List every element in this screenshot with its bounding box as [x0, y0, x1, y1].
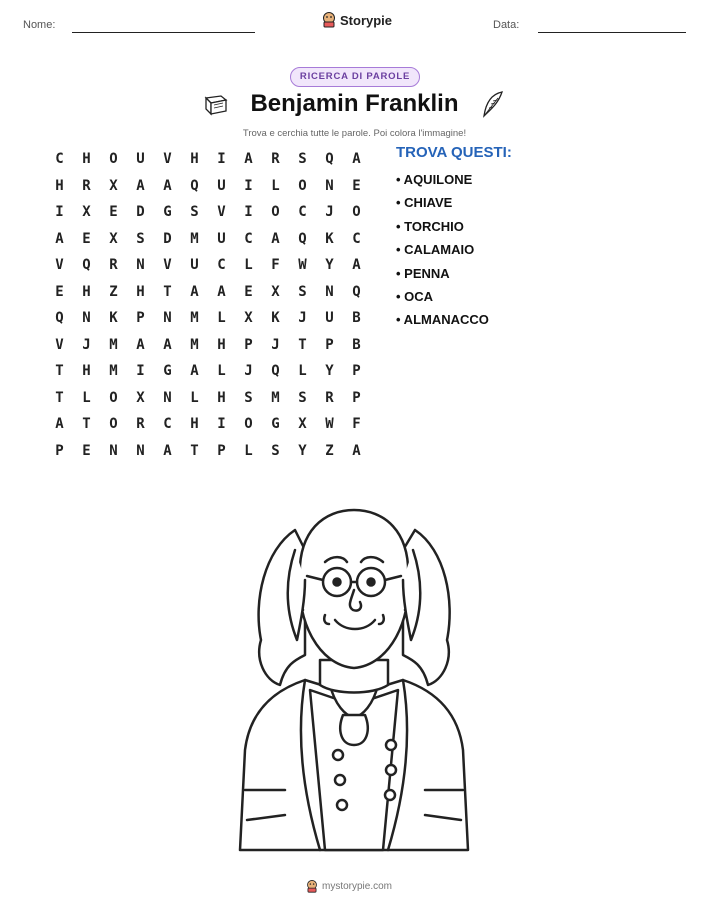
grid-cell[interactable]: X [271, 283, 280, 300]
grid-cell[interactable]: T [163, 283, 172, 300]
grid-cell[interactable]: L [244, 257, 253, 273]
footer [306, 880, 392, 893]
grid-cell[interactable]: A [55, 416, 64, 432]
grid-cell[interactable]: C [352, 230, 361, 247]
grid-cell[interactable]: A [244, 151, 253, 167]
grid-cell[interactable]: M [190, 336, 199, 353]
word-item: • OCA [396, 288, 434, 304]
grid-cell[interactable]: Z [109, 283, 118, 300]
grid-cell[interactable]: R [136, 416, 145, 432]
grid-cell[interactable]: T [55, 363, 64, 379]
grid-cell[interactable]: R [325, 389, 334, 406]
date-label: Data: [493, 19, 520, 31]
grid-cell[interactable]: C [55, 151, 64, 167]
grid-cell[interactable]: T [298, 336, 307, 353]
grid-cell[interactable]: S [298, 389, 307, 406]
grid-cell[interactable]: K [271, 310, 280, 326]
grid-cell[interactable]: X [244, 310, 253, 326]
word-item: • AQUILONE [396, 172, 473, 187]
grid-cell[interactable]: S [271, 442, 280, 459]
grid-cell[interactable]: C [244, 230, 253, 247]
grid-cell[interactable]: H [190, 416, 199, 432]
grid-cell[interactable]: A [163, 336, 172, 353]
grid-cell[interactable]: N [82, 310, 91, 326]
grid-cell[interactable]: P [325, 336, 334, 353]
grid-cell[interactable]: K [325, 230, 334, 247]
grid-cell[interactable]: M [271, 389, 280, 406]
grid-cell[interactable]: P [352, 389, 361, 406]
grid-cell[interactable]: A [190, 363, 199, 379]
grid-cell[interactable]: Q [271, 363, 280, 379]
grid-cell[interactable]: A [352, 257, 361, 273]
grid-cell[interactable]: G [163, 363, 172, 379]
grid-cell[interactable]: C [217, 257, 226, 273]
grid-cell[interactable]: W [298, 257, 307, 273]
grid-cell[interactable]: H [217, 389, 226, 406]
grid-cell[interactable]: L [244, 442, 253, 459]
grid-cell[interactable]: E [109, 204, 118, 220]
grid-cell[interactable]: U [217, 230, 226, 247]
grid-cell[interactable]: E [82, 442, 91, 459]
grid-cell[interactable]: T [55, 389, 64, 406]
grid-cell[interactable]: I [244, 204, 253, 220]
grid-cell[interactable]: N [163, 310, 172, 326]
grid-cell[interactable]: L [217, 363, 226, 379]
grid-cell[interactable]: H [190, 151, 199, 167]
grid-cell[interactable]: J [325, 204, 334, 220]
grid-cell[interactable]: E [244, 283, 253, 300]
grid-cell[interactable]: Y [298, 442, 307, 459]
grid-cell[interactable]: P [55, 442, 64, 459]
grid-cell[interactable]: X [109, 230, 118, 247]
grid-cell[interactable]: Q [298, 230, 307, 247]
grid-cell[interactable]: M [190, 230, 199, 247]
date-line [538, 32, 686, 33]
grid-cell[interactable]: Q [352, 283, 361, 300]
grid-cell[interactable]: Z [325, 442, 334, 459]
grid-cell[interactable]: L [190, 389, 199, 406]
grid-cell[interactable]: K [109, 310, 118, 326]
grid-cell[interactable]: O [271, 204, 280, 220]
word-item: • CHIAVE [396, 195, 453, 211]
grid-cell[interactable]: S [298, 151, 307, 167]
grid-cell[interactable]: J [298, 310, 307, 326]
grid-cell[interactable]: H [82, 283, 91, 300]
grid-cell[interactable]: P [352, 363, 361, 379]
grid-cell[interactable]: E [82, 230, 91, 247]
grid-cell[interactable]: J [244, 363, 253, 379]
grid-cell[interactable]: F [271, 257, 280, 273]
grid-cell[interactable]: P [136, 310, 145, 326]
grid-cell[interactable]: Y [325, 257, 334, 273]
grid-cell[interactable]: N [136, 442, 145, 459]
grid-cell[interactable]: S [298, 283, 307, 300]
grid-cell[interactable]: X [298, 416, 307, 432]
brand-name: Storypie [340, 12, 393, 28]
grid-cell[interactable]: L [298, 363, 307, 379]
grid-cell[interactable]: H [217, 336, 226, 353]
grid-cell[interactable]: L [271, 177, 280, 194]
grid-cell[interactable]: H [136, 283, 145, 300]
grid-cell[interactable]: I [217, 151, 226, 167]
grid-cell[interactable]: L [82, 389, 91, 406]
grid-cell[interactable]: N [163, 389, 172, 406]
grid-cell[interactable]: X [109, 177, 118, 194]
grid-cell[interactable]: E [352, 177, 361, 194]
grid-cell[interactable]: N [109, 442, 118, 459]
grid-cell[interactable]: N [325, 177, 334, 194]
grid-cell[interactable]: J [82, 336, 91, 353]
storypie-logo-icon [306, 880, 318, 893]
benjamin-franklin-illustration [225, 490, 485, 855]
grid-cell[interactable]: A [163, 442, 172, 459]
grid-cell[interactable]: D [136, 204, 145, 220]
grid-cell[interactable]: Q [55, 310, 64, 326]
grid-cell[interactable]: H [55, 177, 64, 194]
grid-cell[interactable]: P [217, 442, 226, 459]
grid-cell[interactable]: U [325, 310, 334, 326]
grid-cell[interactable]: S [136, 230, 145, 247]
instructions: Trova e cerchia tutte le parole. Poi colora l'immagine! [242, 128, 467, 139]
grid-cell[interactable]: O [298, 177, 307, 194]
storypie-logo-icon [322, 12, 336, 28]
name-line [72, 32, 255, 33]
grid-cell[interactable]: G [163, 204, 172, 220]
grid-cell[interactable]: V [55, 336, 64, 353]
brand [322, 12, 392, 28]
grid-cell[interactable]: I [244, 177, 253, 194]
grid-cell[interactable]: A [352, 151, 361, 167]
grid-cell[interactable]: I [136, 363, 145, 379]
grid-cell[interactable]: V [55, 257, 64, 273]
grid-cell[interactable]: M [190, 310, 199, 326]
grid-cell[interactable]: N [136, 257, 145, 273]
name-label: Nome: [23, 19, 56, 31]
grid-cell[interactable]: U [136, 151, 145, 167]
grid-cell[interactable]: A [136, 177, 145, 194]
grid-cell[interactable]: I [55, 204, 64, 220]
word-item: • PENNA [396, 265, 450, 281]
grid-cell[interactable]: R [82, 177, 91, 194]
grid-cell[interactable]: S [190, 204, 199, 220]
grid-cell[interactable]: V [163, 151, 172, 167]
grid-cell[interactable]: D [163, 230, 172, 247]
grid-cell[interactable]: A [163, 177, 172, 194]
grid-cell[interactable]: O [109, 416, 118, 432]
grid-cell[interactable]: V [163, 257, 172, 273]
grid-cell[interactable]: J [271, 336, 280, 353]
grid-cell[interactable]: M [109, 336, 118, 353]
grid-cell[interactable]: Y [325, 363, 334, 379]
grid-cell[interactable]: A [217, 283, 226, 300]
grid-cell[interactable]: P [244, 336, 253, 353]
quill-icon [480, 90, 506, 120]
grid-cell[interactable]: C [298, 204, 307, 220]
grid-cell[interactable]: E [55, 283, 64, 300]
grid-cell[interactable]: U [217, 177, 226, 194]
grid-cell[interactable]: A [271, 230, 280, 247]
word-item: • ALMANACCO [396, 312, 489, 328]
grid-cell[interactable]: C [163, 416, 172, 432]
word-item: • CALAMAIO [396, 242, 475, 258]
word-search-grid [46, 146, 370, 464]
grid-cell[interactable]: M [109, 363, 118, 379]
grid-cell[interactable]: A [352, 442, 361, 459]
grid-cell[interactable]: S [244, 389, 253, 406]
grid-cell[interactable]: A [55, 230, 64, 247]
grid-cell[interactable]: O [244, 416, 253, 432]
grid-cell[interactable]: B [352, 336, 361, 353]
grid-cell[interactable]: G [271, 416, 280, 432]
grid-cell[interactable]: Q [190, 177, 199, 194]
grid-cell[interactable]: V [217, 204, 226, 220]
grid-cell[interactable]: R [271, 151, 280, 167]
grid-cell[interactable]: W [325, 416, 334, 432]
grid-cell[interactable]: R [109, 257, 118, 273]
grid-cell[interactable]: F [352, 416, 361, 432]
grid-cell[interactable]: A [190, 283, 199, 300]
grid-cell[interactable]: L [217, 310, 226, 326]
grid-cell[interactable]: T [82, 416, 91, 432]
word-list-title: TROVA QUESTI: [396, 144, 512, 161]
grid-cell[interactable]: O [109, 389, 118, 406]
word-item: • TORCHIO [396, 218, 464, 234]
grid-cell[interactable]: B [352, 310, 361, 326]
grid-cell[interactable]: O [109, 151, 118, 167]
word-list [396, 170, 489, 334]
grid-cell[interactable]: I [217, 416, 226, 432]
grid-cell[interactable]: Q [325, 151, 334, 167]
grid-cell[interactable]: X [82, 204, 91, 220]
footer-url: mystorypie.com [322, 881, 393, 892]
grid-cell[interactable]: H [82, 151, 91, 167]
grid-cell[interactable]: H [82, 363, 91, 379]
grid-cell[interactable]: Q [82, 257, 91, 273]
grid-cell[interactable]: N [325, 283, 334, 300]
page-title: Benjamin Franklin [250, 90, 459, 117]
grid-cell[interactable]: U [190, 257, 199, 273]
grid-cell[interactable]: X [136, 389, 145, 406]
grid-cell[interactable]: A [136, 336, 145, 353]
grid-cell[interactable]: O [352, 204, 361, 220]
activity-badge: RICERCA DI PAROLE [290, 67, 420, 87]
grid-cell[interactable]: T [190, 442, 199, 459]
